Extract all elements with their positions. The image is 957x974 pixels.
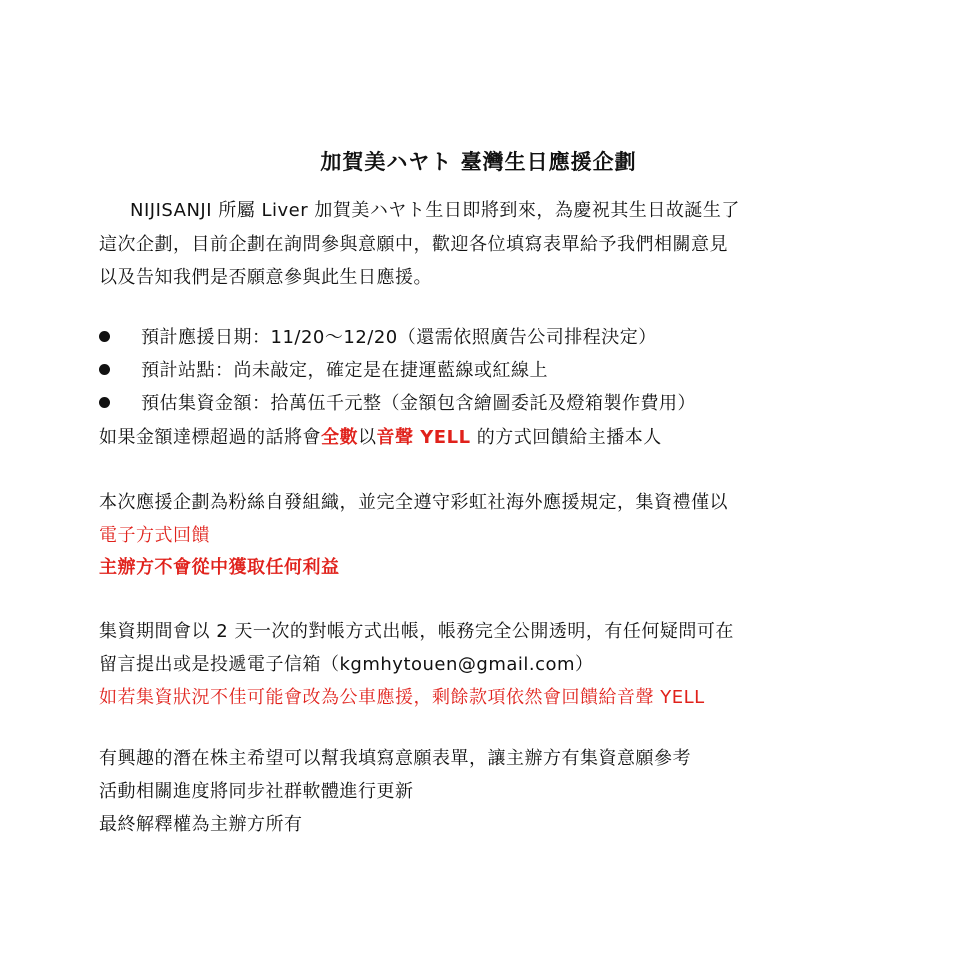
exceed-note bbox=[99, 423, 662, 449]
section4-line-1: 有興趣的潛在株主希望可以幫我填寫意願表單，讓主辦方有集資意願參考 bbox=[99, 748, 691, 769]
section2-red-bold-line: 主辦方不會從中獲取任何利益 bbox=[99, 557, 340, 578]
exceed-highlight-voice: 音聲 YELL bbox=[376, 427, 471, 448]
section3-line-2: 留言提出或是投遞電子信箱（kgmhytouen@gmail.com） bbox=[99, 654, 594, 675]
section3-red-line: 如若集資狀況不佳可能會改為公車應援，剩餘款項依然會回饋給音聲 YELL bbox=[99, 687, 705, 708]
bullet-item-date bbox=[99, 323, 657, 349]
exceed-text-3: 的方式回饋給主播本人 bbox=[470, 427, 662, 448]
intro-line-3: 以及告知我們是否願意參與此生日應援。 bbox=[99, 267, 432, 288]
bullet-icon bbox=[99, 331, 110, 342]
bullet-text: 預計應援日期：11/20～12/20（還需依照廣告公司排程決定） bbox=[141, 327, 657, 348]
page-title: 加賀美ハヤト 臺灣生日應援企劃 bbox=[320, 150, 637, 174]
section3-line-1: 集資期間會以 2 天一次的對帳方式出帳，帳務完全公開透明，有任何疑問可在 bbox=[99, 621, 734, 642]
exceed-text-1: 如果金額達標超過的話將會 bbox=[99, 427, 321, 448]
intro-line-1: NIJISANJI 所屬 Liver 加賀美ハヤト生日即將到來，為慶祝其生日故誕生了 bbox=[130, 200, 740, 221]
exceed-highlight-all: 全數 bbox=[321, 427, 358, 448]
section4-line-3: 最終解釋權為主辦方所有 bbox=[99, 814, 303, 835]
bullet-item-station bbox=[99, 356, 548, 382]
section4-line-2: 活動相關進度將同步社群軟體進行更新 bbox=[99, 781, 414, 802]
bullet-text: 預計站點：尚未敲定，確定是在捷運藍線或紅線上 bbox=[141, 360, 548, 381]
exceed-text-2: 以 bbox=[358, 427, 377, 448]
bullet-item-amount bbox=[99, 389, 696, 415]
intro-line-2: 這次企劃，目前企劃在詢問參與意願中，歡迎各位填寫表單給予我們相關意見 bbox=[99, 234, 728, 255]
section2-red-line: 電子方式回饋 bbox=[99, 525, 210, 546]
bullet-icon bbox=[99, 397, 110, 408]
bullet-icon bbox=[99, 364, 110, 375]
section2-line-1: 本次應援企劃為粉絲自發組織，並完全遵守彩虹社海外應援規定，集資禮僅以 bbox=[99, 492, 728, 513]
bullet-text: 預估集資金額：拾萬伍千元整（金額包含繪圖委託及燈箱製作費用） bbox=[141, 393, 696, 414]
